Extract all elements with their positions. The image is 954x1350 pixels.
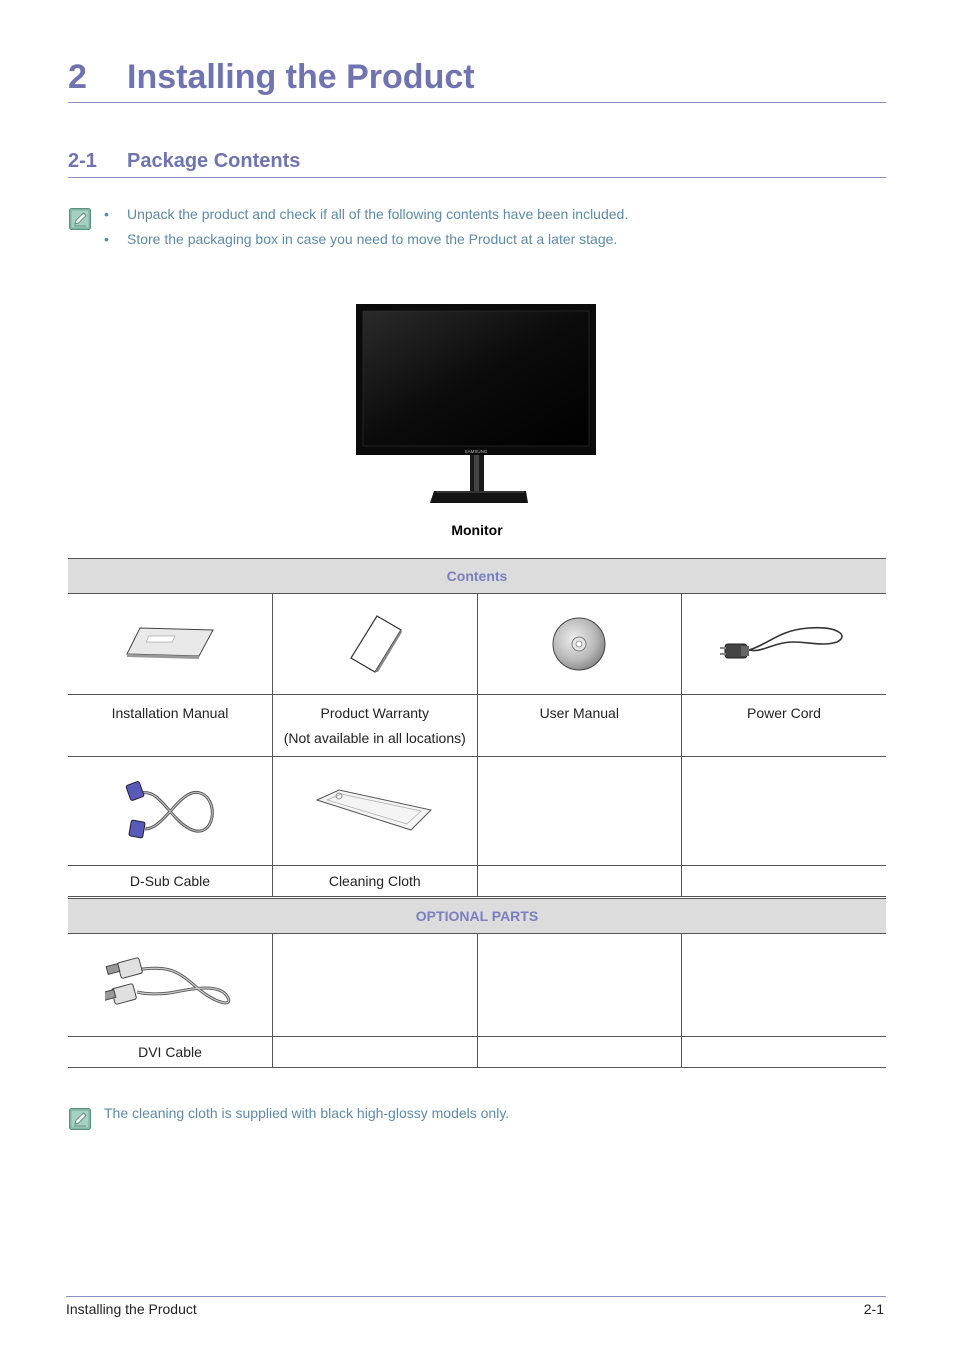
table-cell <box>273 866 478 897</box>
table-header-row <box>68 899 886 934</box>
monitor-image <box>356 303 596 505</box>
table-cell <box>273 757 478 866</box>
table-cell <box>477 594 682 695</box>
bullet: • <box>104 231 109 247</box>
table-cell <box>682 757 887 866</box>
table-cell <box>68 1037 273 1068</box>
table-cell <box>68 934 273 1037</box>
table-cell <box>477 695 682 757</box>
optional-parts-table <box>68 898 886 1068</box>
contents-table <box>68 558 886 897</box>
item-sublabel: (Not available in all locations) <box>283 730 466 746</box>
footnote: The cleaning cloth is supplied with black high-glossy models only. <box>104 1105 510 1121</box>
chapter-heading <box>68 58 886 103</box>
table-row <box>68 866 886 897</box>
item-label: DVI Cable <box>138 1044 202 1060</box>
table-cell <box>273 594 478 695</box>
item-label: Power Cord <box>747 705 821 721</box>
table-header-row <box>68 559 886 594</box>
table-cell <box>273 934 478 1037</box>
contents-header: Contents <box>68 559 886 594</box>
table-row <box>68 695 886 757</box>
footer-divider <box>66 1296 886 1297</box>
table-cell <box>682 695 887 757</box>
bullet: • <box>104 206 109 222</box>
item-label: D-Sub Cable <box>129 873 211 889</box>
table-cell <box>477 866 682 897</box>
note-text: Store the packaging box in case you need to move the Product at a later stage. <box>127 231 618 247</box>
table-row <box>68 1037 886 1068</box>
table-cell <box>68 866 273 897</box>
dvi-cable-icon <box>105 952 235 1018</box>
optional-parts-header: OPTIONAL PARTS <box>68 899 886 934</box>
footer-title: Installing the Product <box>66 1301 197 1317</box>
monitor-brand: SAMSUNG <box>464 449 488 454</box>
note-pencil-icon <box>69 208 91 230</box>
d-sub-cable-icon <box>120 779 220 843</box>
note-text: Unpack the product and check if all of the following contents have been included. <box>127 206 629 222</box>
table-row <box>68 934 886 1037</box>
table-cell <box>68 594 273 695</box>
chapter-number: 2 <box>68 58 87 96</box>
cleaning-cloth-icon <box>315 786 435 836</box>
notes-list <box>104 206 628 256</box>
user-manual-cd-icon <box>549 614 609 674</box>
table-cell <box>477 757 682 866</box>
note-item <box>104 231 628 256</box>
table-row <box>68 594 886 695</box>
page-number: 2-1 <box>863 1301 884 1317</box>
note-item <box>104 206 628 231</box>
table-row <box>68 757 886 866</box>
table-cell <box>682 1037 887 1068</box>
monitor-label: Monitor <box>451 522 503 538</box>
section-number: 2-1 <box>68 150 97 172</box>
section-heading <box>68 150 886 178</box>
power-cord-icon <box>719 622 849 666</box>
installation-manual-icon <box>125 624 215 664</box>
table-cell <box>682 866 887 897</box>
section-title: Package Contents <box>127 150 301 172</box>
table-cell <box>68 695 273 757</box>
item-label: Product Warranty <box>320 705 429 721</box>
table-cell <box>477 1037 682 1068</box>
table-cell <box>477 934 682 1037</box>
table-cell <box>68 757 273 866</box>
item-label: Cleaning Cloth <box>328 873 421 889</box>
chapter-title: Installing the Product <box>127 58 475 96</box>
table-cell <box>273 695 478 757</box>
item-label: Installation Manual <box>111 705 229 721</box>
product-warranty-icon <box>345 614 405 674</box>
table-cell <box>682 934 887 1037</box>
table-cell <box>682 594 887 695</box>
item-label: User Manual <box>539 705 619 721</box>
table-cell <box>273 1037 478 1068</box>
note-pencil-icon <box>69 1108 91 1130</box>
